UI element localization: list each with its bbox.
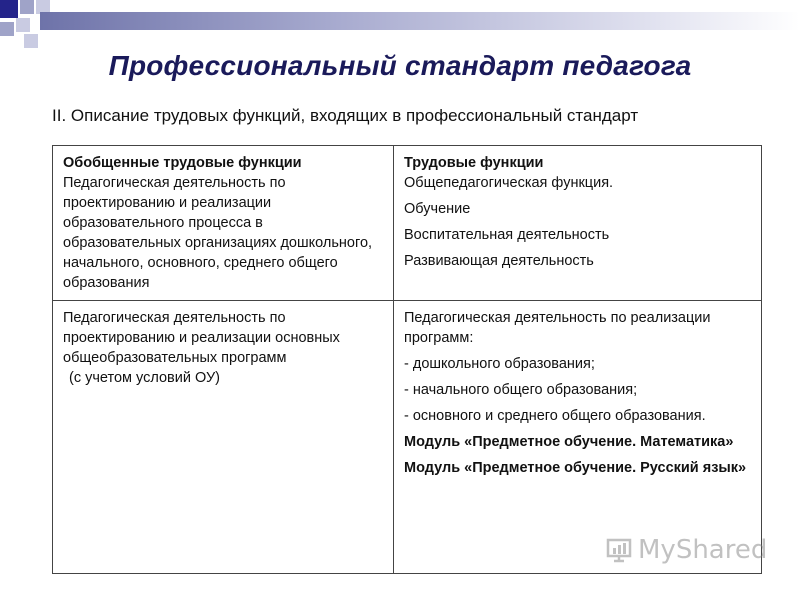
decor-gradient-bar [40, 12, 800, 30]
table-cell [53, 146, 394, 301]
decor-square [0, 22, 14, 36]
program-item: - дошкольного образования; [404, 356, 595, 372]
generalized-function-text: Педагогическая деятельность по проектированию и реализации образовательного процесса в образовательных организациях дошкольного, начального, основного, среднего общего образования [63, 175, 373, 291]
table-cell [394, 301, 762, 574]
decor-square [16, 18, 30, 32]
slide-title: Профессиональный стандарт педагога [108, 50, 692, 81]
column-header-labor-functions: Трудовые функции [404, 155, 544, 171]
table-cell [394, 146, 762, 301]
myshared-logo-icon [606, 537, 632, 563]
table-row [53, 301, 762, 574]
program-item: - начального общего образования; [404, 382, 638, 398]
labor-function-item: Воспитательная деятельность [404, 227, 610, 243]
labor-function-item: Обучение [404, 201, 471, 217]
functions-table [52, 145, 762, 574]
program-item: - основного и среднего общего образования. [404, 408, 706, 424]
module-russian: Модуль «Предметное обучение. Русский язык» [404, 460, 747, 476]
table-row [53, 146, 762, 301]
table-cell [53, 301, 394, 574]
slide-subtitle: II. Описание трудовых функций, входящих в профессиональный стандарт [52, 106, 639, 125]
column-header-generalized-functions: Обобщенные трудовые функции [63, 155, 302, 171]
watermark-text: MyShared [638, 535, 768, 565]
decor-square [24, 34, 38, 48]
labor-function-item: Развивающая деятельность [404, 253, 594, 269]
module-math: Модуль «Предметное обучение. Математика» [404, 434, 734, 450]
watermark [606, 535, 767, 565]
generalized-function-text: Педагогическая деятельность по проектированию и реализации основных общеобразовательных программ [63, 310, 340, 366]
labor-function-item: Общепедагогическая функция. [404, 175, 614, 191]
generalized-function-note: (с учетом условий ОУ) [69, 370, 220, 386]
decor-square [20, 0, 34, 14]
decor-square [0, 0, 18, 18]
programs-intro: Педагогическая деятельность по реализации программ: [404, 310, 711, 346]
